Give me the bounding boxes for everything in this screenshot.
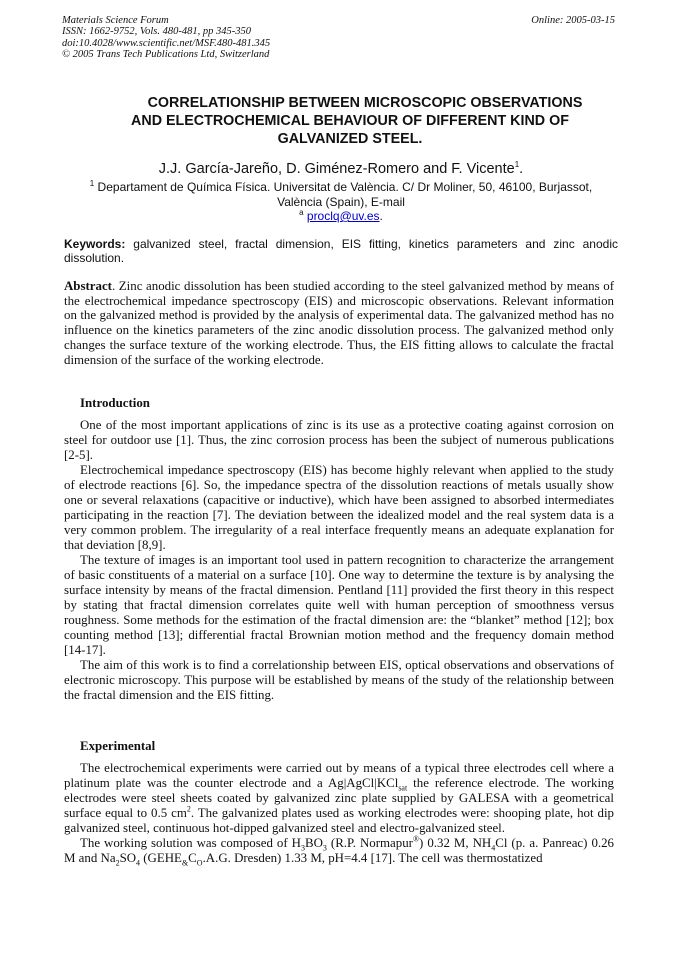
title-line-2: AND ELECTROCHEMICAL BEHAVIOUR OF DIFFERENT KIND OF xyxy=(131,113,569,129)
intro-paragraph-1: One of the most important applications of zinc is its use as a protective coating against corrosion on steel for outdoor use [1]. Thus, the zinc corrosion process has been the subject of numerous publications [2-5]. xyxy=(64,418,614,462)
introduction-heading: Introduction xyxy=(80,396,150,410)
exp-p1-sup: 2 xyxy=(186,804,191,814)
copyright-line: © 2005 Trans Tech Publications Ltd, Switzerland xyxy=(62,49,270,61)
email-link[interactable]: proclq@uv.es xyxy=(306,209,380,223)
experimental-heading: Experimental xyxy=(80,739,156,753)
exp-p1-sub: sat xyxy=(398,783,408,793)
abstract xyxy=(64,279,614,367)
exp-p2-text-f: SO xyxy=(119,851,137,865)
intro-paragraph-3: The texture of images is an important tool used in pattern recognition to characterize the arrangement of basic constituents of a material on a surface [10]. One way to determine the texture is by analysing the surface intensity by means of the fractal dimension. Pentland [11] provided the first theory in this respect by stating that fractal dimension correlates quite well with human perception of smoothness versus roughness. Some methods for the estimation of the fractal dimension are: the “blanket” method [12]; box counting method [13]; differential fractal Brownian motion method and the frequency domain method [14-17]. xyxy=(64,553,614,657)
author-list xyxy=(64,160,618,178)
author-end: . xyxy=(519,161,524,177)
online-date: Online: 2005-03-15 xyxy=(531,15,615,26)
author-affil-sup: 1 xyxy=(514,160,520,170)
email-sup: a xyxy=(299,208,304,217)
issn-line: ISSN: 1662-9752, Vols. 480-481, pp 345-350 xyxy=(62,26,251,38)
exp-p1-text-b: the reference electrode. The working electrodes were steel sheets coated by galvanized zinc plate supplied by GALESA with a geometrical surface equal to 0.5 cm xyxy=(64,776,614,820)
exp-p2-text-a: The working solution was composed of H xyxy=(80,836,301,850)
affil-end: . xyxy=(379,209,383,223)
keywords-text: galvanized steel, fractal dimension, EIS fitting, kinetics parameters and zinc anodic dissolution. xyxy=(64,237,618,266)
paper-title xyxy=(80,94,620,148)
exp-p2-text-c: (R.P. Normapur xyxy=(326,836,413,850)
keywords xyxy=(64,237,618,266)
exp-p1-text-c: . The galvanized plates used as working electrodes were: shooping plate, hot dip galvanized steel, continuous hot-dipped galvanized steel and electro-galvanized steel. xyxy=(64,806,615,835)
exp-p2-sub-4: 2 xyxy=(115,858,120,868)
affiliation xyxy=(64,180,618,224)
exp-p1-text-a: The electrochemical experiments were carried out by means of a typical three electrodes cell where a platinum plate was the counter electrode and a Ag|AgCl|KCl xyxy=(64,761,614,790)
exp-p2-sub-1: 3 xyxy=(300,843,305,853)
exp-p2-sub-2: 3 xyxy=(322,843,327,853)
abstract-text: . Zinc anodic dissolution has been studied according to the steel galvanized method by means of the electrochemical impedance spectroscopy (EIS) and microscopic observations. Relevant information on the galvanized method is provided by the analysis of experimental data. The galvanized method has no influence on the kinetics parameters of the zinc anodic dissolution process. The galvanized method only changes the surface texture of the working electrode. Thus, the EIS fitting allows to calculate the fractal dimension of the surface of the working electrode. xyxy=(64,279,614,367)
affil-line-2: València (Spain), E-mail xyxy=(277,194,405,209)
keywords-label: Keywords: xyxy=(64,237,126,251)
author-names: J.J. García-Jareño, D. Giménez-Romero and F. Vicente xyxy=(158,161,515,177)
exp-p2-text-i: .A.G. Dresden) 1.33 M, pH=4.4 [17]. The cell was thermostatized xyxy=(202,851,543,865)
exp-p2-text-g: (GEHE xyxy=(140,851,182,865)
exp-p2-text-d: ) 0.32 M, NH xyxy=(419,836,492,850)
exp-p2-sub-6: & xyxy=(181,858,189,868)
abstract-label: Abstract xyxy=(64,279,112,293)
exp-paragraph-2 xyxy=(64,836,614,866)
affil-sup: 1 xyxy=(89,179,95,188)
exp-p2-sub-3: 4 xyxy=(491,843,496,853)
experimental-body xyxy=(64,761,614,866)
exp-p2-text-e: Cl (p. a. Panreac) 0.26 M and Na xyxy=(64,836,614,865)
exp-p2-sup-1: ® xyxy=(412,834,420,844)
exp-p2-text-b: BO xyxy=(304,836,323,850)
introduction-body xyxy=(64,418,614,703)
title-line-1: CORRELATIONSHIP BETWEEN MICROSCOPIC OBSERVATIONS xyxy=(147,95,583,111)
affil-line-1: Departament de Química Física. Universitat de València. C/ Dr Moliner, 50, 46100, Burjassot, xyxy=(94,180,593,194)
exp-paragraph-1 xyxy=(64,761,614,836)
intro-paragraph-2: Electrochemical impedance spectroscopy (EIS) has become highly relevant when applied to the study of electrode reactions [6]. So, the impedance spectra of the dissolution reactions of metals usually show one or several relaxations (capacitive or inductive), which have been assigned to absorbed intermediates participating in the reaction [7]. The deviation between the idealized model and the real system data is a very common problem. The irregularity of a real interface frequently means an adequate explanation for that deviation [8,9]. xyxy=(64,463,614,552)
exp-p2-sub-5: 4 xyxy=(136,858,141,868)
journal-name: Materials Science Forum xyxy=(62,15,169,26)
doi-line: doi:10.4028/www.scientific.net/MSF.480-481.345 xyxy=(62,37,271,49)
journal-header xyxy=(62,15,615,61)
exp-p2-text-h: C xyxy=(188,851,197,865)
title-line-3: GALVANIZED STEEL. xyxy=(277,131,423,147)
intro-paragraph-4: The aim of this work is to find a correlationship between EIS, optical observations and observations of electronic microscopy. This purpose will be established by means of the study of the relationship between the fractal dimension and the EIS fitting. xyxy=(64,658,614,702)
exp-p2-sub-7: O xyxy=(196,858,203,868)
